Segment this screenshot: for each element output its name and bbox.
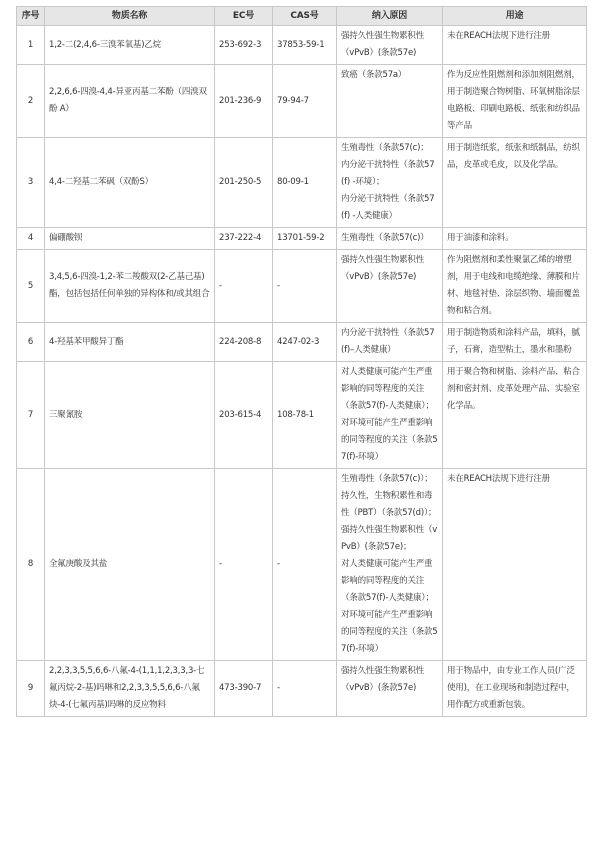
table-row [17, 26, 587, 65]
row-index: 3 [17, 138, 45, 228]
inclusion-reason-line: 强持久性强生物累积性 [341, 31, 425, 41]
row-index: 1 [17, 26, 45, 65]
inclusion-reason-line: 内分泌干扰特性（条款57(f) -环境）； [341, 160, 435, 187]
inclusion-reason-line: 致癌（条款57a） [341, 70, 407, 80]
row-index: 7 [17, 362, 45, 469]
inclusion-reason [337, 138, 443, 228]
cas-number: - [273, 250, 337, 323]
substance-name: 3,4,5,6-四溴-1,2-苯二羧酸双(2-乙基己基)酯，包括包括任何单独的异构体和/或其组合 [45, 250, 215, 323]
table-row [17, 138, 587, 228]
usage-line: 用于制造纸浆，纸张和纸制品，纺织品，皮革或毛皮，以及化学品。 [447, 143, 580, 170]
inclusion-reason-line: （vPvB）(条款57e) [341, 48, 417, 58]
usage [443, 228, 587, 250]
usage [443, 65, 587, 138]
cas-number: - [273, 469, 337, 661]
inclusion-reason-line: 内分泌干扰特性（条款57(f) -人类健康） [341, 194, 435, 221]
row-index: 9 [17, 661, 45, 717]
substance-name: 三聚氰胺 [45, 362, 215, 469]
usage-line: 用于油漆和涂料。 [447, 233, 514, 243]
inclusion-reason-line: 生殖毒性（条款57(c)； [341, 143, 429, 153]
table-row [17, 362, 587, 469]
svhc-table [16, 6, 587, 717]
usage [443, 661, 587, 717]
substance-name: 2,2,6,6-四溴-4,4-异亚丙基二苯酚（四溴双酚 A） [45, 65, 215, 138]
ec-number: 203-615-4 [215, 362, 273, 469]
usage-line: 用于物品中，由专业工作人员(广泛使用)，在工业现场和制造过程中，用作配方或重新包装。 [447, 666, 575, 710]
inclusion-reason-line: 对人类健康可能产生严重影响的同等程度的关注（条款57(f)-人类健康）； [341, 559, 434, 603]
table-row [17, 250, 587, 323]
header-cas: CAS号 [273, 7, 337, 26]
ec-number: 473-390-7 [215, 661, 273, 717]
inclusion-reason-line: 生殖毒性（条款57(c)） [341, 233, 429, 243]
row-index: 8 [17, 469, 45, 661]
inclusion-reason-line: 对人类健康可能产生严重影响的同等程度的关注（条款57(f)-人类健康）； [341, 367, 434, 411]
inclusion-reason [337, 228, 443, 250]
inclusion-reason-line: （vPvB）(条款57e) [341, 683, 417, 693]
ec-number: 253-692-3 [215, 26, 273, 65]
usage-line: 用于制造物质和涂料产品，填料，腻子，石膏，造型粘土，墨水和墨粉 [447, 328, 580, 355]
header-ec: EC号 [215, 7, 273, 26]
usage [443, 469, 587, 661]
table-header [17, 7, 587, 26]
usage [443, 26, 587, 65]
row-index: 6 [17, 323, 45, 362]
ec-number: - [215, 469, 273, 661]
inclusion-reason [337, 469, 443, 661]
inclusion-reason-line: 强持久性强生物累积性（vPvB）(条款57e)； [341, 525, 438, 552]
inclusion-reason [337, 26, 443, 65]
substance-name: 1,2-二(2,4,6-三溴苯氧基)乙烷 [45, 26, 215, 65]
inclusion-reason-line: 强持久性强生物累积性 [341, 255, 425, 265]
usage [443, 250, 587, 323]
usage-line: 作为阻燃剂和柔性聚氯乙烯的增塑剂，用于电线和电缆绝缘、薄膜和片材、地毯衬垫、涂层织物、墙面覆盖物和粘合剂。 [447, 255, 580, 316]
ec-number: 224-208-8 [215, 323, 273, 362]
header-usage: 用途 [443, 7, 587, 26]
inclusion-reason-line: 内分泌干扰特性（条款57(f)–人类健康） [341, 328, 435, 355]
inclusion-reason [337, 323, 443, 362]
usage [443, 138, 587, 228]
cas-number: 4247-02-3 [273, 323, 337, 362]
substance-name: 2,2,3,3,5,5,6,6-八氟-4-(1,1,1,2,3,3,3-七氟丙烷-2-基)吗啉和2,2,3,3,5,5,6,6-八氟炔-4-(七氟丙基)吗啉的反应物料 [45, 661, 215, 717]
usage [443, 323, 587, 362]
ec-number: 237-222-4 [215, 228, 273, 250]
cas-number: 37853-59-1 [273, 26, 337, 65]
cas-number: 108-78-1 [273, 362, 337, 469]
inclusion-reason [337, 65, 443, 138]
inclusion-reason-line: 生殖毒性（条款57(c)）； [341, 474, 433, 484]
inclusion-reason [337, 362, 443, 469]
substance-name: 4,4-二羟基二苯砜（双酚S） [45, 138, 215, 228]
table-row [17, 323, 587, 362]
table-row [17, 469, 587, 661]
inclusion-reason-line: 对环境可能产生严重影响的同等程度的关注（条款57(f)-环境） [341, 418, 438, 462]
ec-number: 201-250-5 [215, 138, 273, 228]
table-row [17, 228, 587, 250]
substance-name: 全氟庚酸及其盐 [45, 469, 215, 661]
usage-line: 作为反应性阻燃剂和添加剂阻燃剂，用于制造聚合物树脂、环氧树脂涂层电路板、印刷电路板、纸张和纺织品等产品 [447, 70, 580, 131]
row-index: 4 [17, 228, 45, 250]
table-body [17, 26, 587, 717]
inclusion-reason-line: 对环境可能产生严重影响的同等程度的关注（条款57(f)-环境） [341, 610, 438, 654]
header-reason: 纳入原因 [337, 7, 443, 26]
ec-number: - [215, 250, 273, 323]
header-row [17, 7, 587, 26]
header-name: 物质名称 [45, 7, 215, 26]
inclusion-reason [337, 661, 443, 717]
table-row [17, 65, 587, 138]
inclusion-reason-line: 持久性，生物积累性和毒性（PBT）（条款57(d)）； [341, 491, 437, 518]
inclusion-reason [337, 250, 443, 323]
header-index: 序号 [17, 7, 45, 26]
row-index: 2 [17, 65, 45, 138]
cas-number: 79-94-7 [273, 65, 337, 138]
ec-number: 201-236-9 [215, 65, 273, 138]
substance-name: 偏硼酸钡 [45, 228, 215, 250]
row-index: 5 [17, 250, 45, 323]
inclusion-reason-line: 强持久性强生物累积性 [341, 666, 425, 676]
usage [443, 362, 587, 469]
usage-line: 未在REACH法规下进行注册 [447, 31, 550, 41]
cas-number: - [273, 661, 337, 717]
inclusion-reason-line: （vPvB）(条款57e) [341, 272, 417, 282]
usage-line: 未在REACH法规下进行注册 [447, 474, 550, 484]
cas-number: 80-09-1 [273, 138, 337, 228]
table-row [17, 661, 587, 717]
cas-number: 13701-59-2 [273, 228, 337, 250]
usage-line: 用于聚合物和树脂、涂料产品、粘合剂和密封剂、皮革处理产品、实验室化学品。 [447, 367, 580, 411]
substance-name: 4-羟基苯甲酸异丁酯 [45, 323, 215, 362]
